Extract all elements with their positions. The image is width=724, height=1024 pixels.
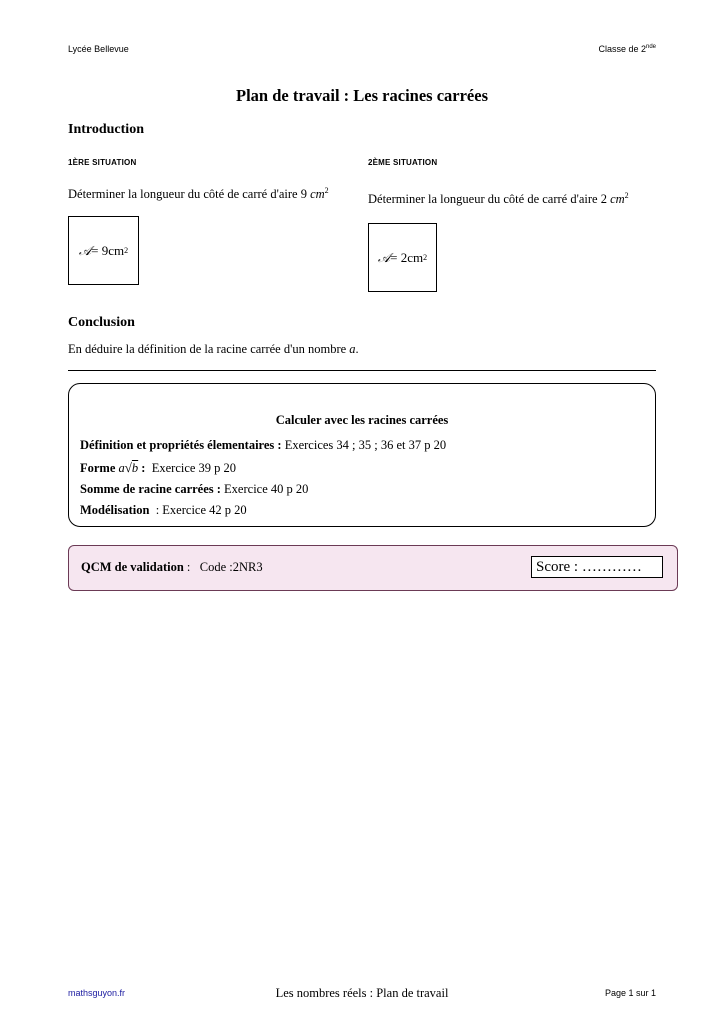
square-area-9 xyxy=(68,216,139,285)
exercise-value: Exercice 39 p 20 xyxy=(151,461,237,475)
exercise-value: Exercice 40 p 20 xyxy=(224,482,309,496)
area-exp: 2 xyxy=(124,246,129,255)
situation2-text xyxy=(368,191,629,207)
footer-center: Les nombres réels : Plan de travail xyxy=(275,986,449,1000)
conclusion-period: . xyxy=(355,342,359,356)
header-school: Lycée Bellevue xyxy=(68,44,129,54)
situation1-label: 1ÈRE SITUATION xyxy=(68,158,137,167)
exercise-item-forme xyxy=(80,460,236,476)
conclusion-heading: Conclusion xyxy=(68,315,135,330)
exercise-value: : Exercice 42 p 20 xyxy=(155,503,247,517)
conclusion-text-main: En déduire la définition de la racine carrée d'un nombre xyxy=(68,342,347,356)
page-title: Plan de travail : Les racines carrées xyxy=(235,86,488,105)
situation2-unit-exp: 2 xyxy=(624,191,629,200)
qcm-line xyxy=(81,560,263,575)
header-class-sup: nde xyxy=(645,44,656,50)
qcm-code: Code :2NR3 xyxy=(199,560,263,574)
exercise-label-after: : xyxy=(138,461,146,475)
situation1-unit: cm xyxy=(310,187,325,202)
exercise-label: Définition et propriétés élementaires : xyxy=(80,438,282,452)
exercises-title: Calculer avec les racines carrées xyxy=(275,413,449,427)
introduction-heading: Introduction xyxy=(68,122,144,137)
area-exp: 2 xyxy=(423,253,428,262)
situation1-text-main: Déterminer la longueur du côté de carré d'aire 9 xyxy=(68,187,307,202)
situation2-label: 2ÈME SITUATION xyxy=(368,158,438,167)
exercise-item-definitions xyxy=(80,438,446,453)
exercise-label: Somme de racine carrées : xyxy=(80,482,221,496)
situation2-text-main: Déterminer la longueur du côté de carré d'aire 2 xyxy=(368,192,607,207)
exercise-label: Forme xyxy=(80,461,116,475)
exercises-box xyxy=(68,383,656,527)
square-area-2 xyxy=(368,223,437,292)
math-a: a xyxy=(118,461,125,475)
situation1-unit-exp: 2 xyxy=(324,186,329,195)
qcm-sep: : xyxy=(186,560,191,574)
sqrt-icon: √ xyxy=(124,460,132,475)
answer-line xyxy=(68,370,656,371)
header-class-prefix: Classe de 2 xyxy=(598,44,646,54)
conclusion-text xyxy=(68,342,359,357)
conclusion-var: a xyxy=(349,342,356,356)
exercise-item-modelisation xyxy=(80,503,247,518)
score-field[interactable]: Score : ………… xyxy=(531,556,663,578)
qcm-label: QCM de validation xyxy=(81,560,184,574)
area-symbol: 𝒜 xyxy=(78,242,92,258)
exercise-label: Modélisation xyxy=(80,503,150,517)
footer-page: Page 1 sur 1 xyxy=(604,988,656,998)
math-b: b xyxy=(131,461,139,475)
area-value: = 9cm xyxy=(91,242,125,258)
area-symbol: 𝒜 xyxy=(377,249,391,265)
exercise-value: Exercices 34 ; 35 ; 36 et 37 p 20 xyxy=(284,438,447,452)
situation1-text xyxy=(68,186,329,202)
header-class xyxy=(598,44,656,54)
exercise-item-somme xyxy=(80,482,308,497)
area-value: = 2cm xyxy=(390,249,424,265)
situation2-unit: cm xyxy=(610,192,625,207)
footer-site-link[interactable]: mathsguyon.fr xyxy=(68,988,126,998)
